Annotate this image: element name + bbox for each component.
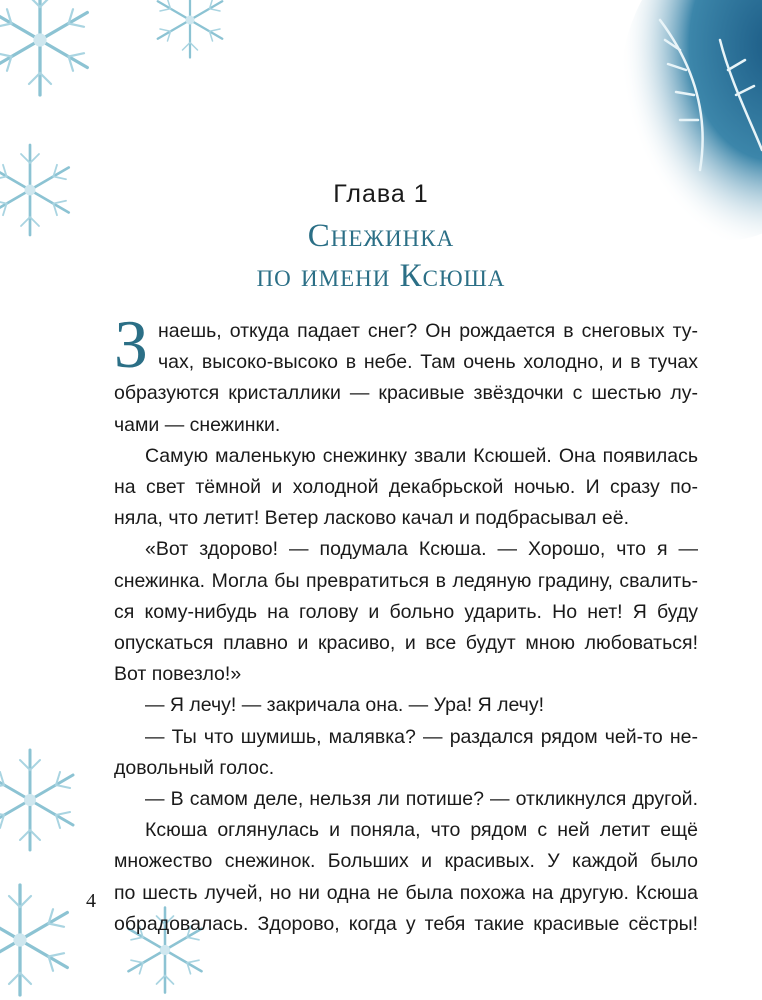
text-line: на свет тёмной и холодной декабрьской ночью. И сразу по-: [114, 476, 698, 499]
text-line: по шесть лучей, но ни одна не была похожа на другую. Ксюша: [114, 881, 698, 904]
paragraph-3: [114, 534, 698, 690]
text-line: Самую маленькую снежинку звали Ксюшей. Она появилась: [145, 444, 698, 467]
paragraph-1: [114, 316, 698, 441]
paragraph-6: [114, 784, 698, 815]
text-line: чами — снежинки.: [114, 413, 281, 436]
chapter-title-line-1: Снежинка: [307, 218, 455, 254]
text-line: снежинка. Могла бы превратиться в ледяную градину, свалить-: [114, 569, 698, 592]
text-line: няла, что летит! Ветер ласково качал и подбрасывал её.: [114, 507, 630, 530]
text-line: Ксюша оглянулась и поняла, что рядом с ней летит ещё: [145, 819, 698, 842]
paragraph-5: [114, 722, 698, 784]
chapter-title-line-2: по имени Ксюша: [256, 258, 506, 294]
text-line: чах, высоко-высоко в небе. Там очень холодно, и в тучах: [158, 351, 698, 374]
text-line: множество снежинок. Больших и красивых. У каждой было: [114, 850, 698, 873]
frost-pattern-top-right: [620, 0, 762, 250]
paragraph-4: [114, 690, 698, 721]
text-line: — В самом деле, нельзя ли потише? — откликнулся другой.: [145, 788, 698, 811]
text-line: — Ты что шумишь, малявка? — раздался рядом чей-то не-: [145, 725, 698, 748]
text-line: Вот повезло!»: [114, 663, 242, 686]
text-line: опускаться плавно и красиво, и все будут мною любоваться!: [114, 632, 698, 655]
text-line: наешь, откуда падает снег? Он рождается в снеговых ту-: [158, 320, 698, 342]
chapter-number: Глава 1: [333, 180, 429, 208]
text-line: обрадовалась. Здорово, когда у тебя такие красивые сёстры!: [114, 912, 698, 935]
text-line: «Вот здорово! — подумала Ксюша. — Хорошо, что я —: [145, 538, 698, 561]
drop-cap: З: [114, 306, 149, 382]
text-line: довольный голос.: [114, 756, 275, 779]
body-text: [114, 316, 698, 940]
paragraph-2: [114, 441, 698, 535]
page-number: 4: [86, 890, 96, 912]
text-line: образуются кристаллики — красивые звёздочки с шестью лу-: [114, 382, 698, 405]
paragraph-7: [114, 815, 698, 940]
chapter-title: [0, 216, 762, 296]
text-line: ся кому-нибудь на голову и больно ударить. Но нет! Я буду: [114, 600, 698, 623]
text-line: — Я лечу! — закричала она. — Ура! Я лечу!: [145, 694, 545, 717]
